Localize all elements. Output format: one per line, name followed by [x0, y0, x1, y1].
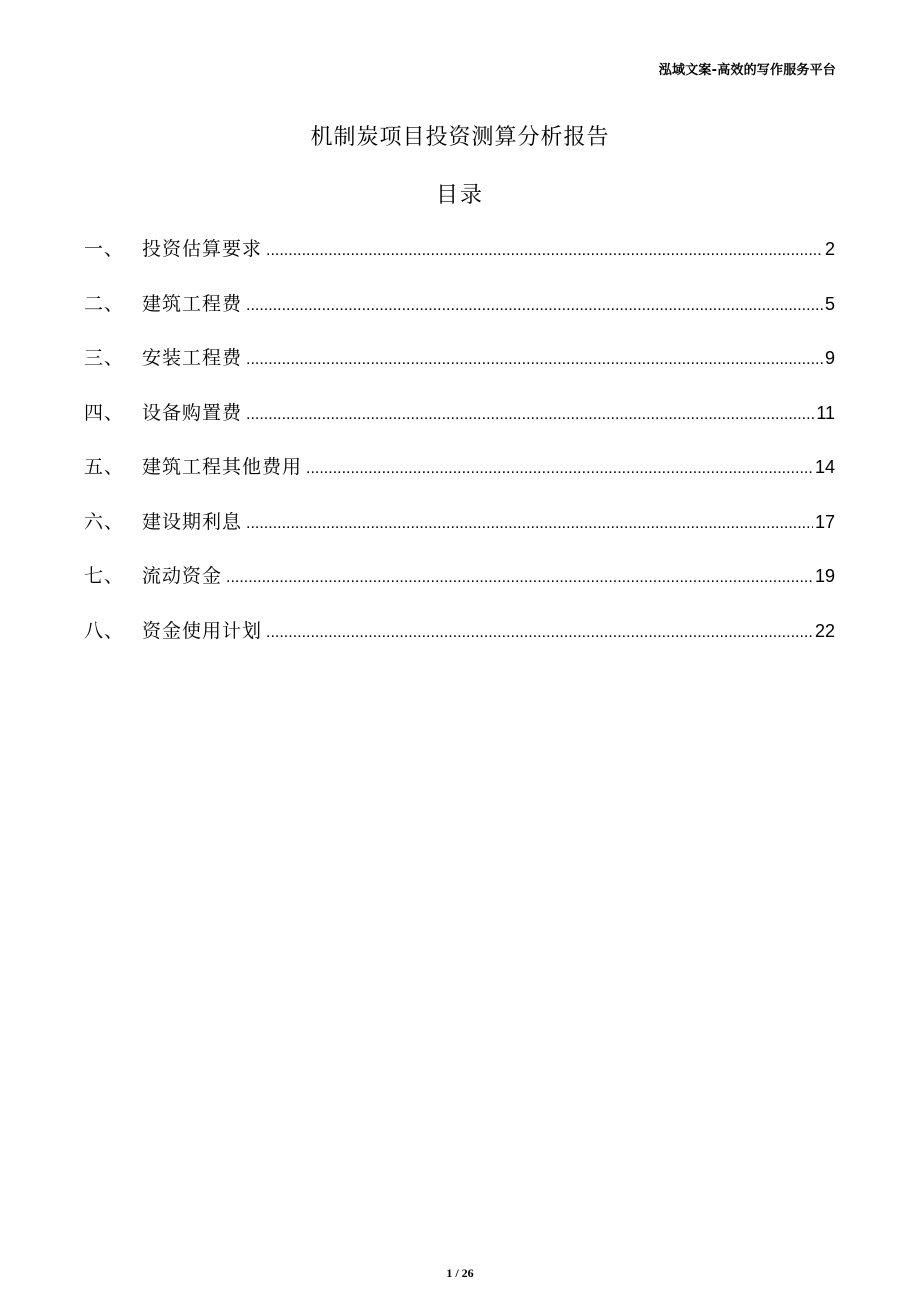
toc-dot-leader [246, 406, 814, 424]
toc-entry-page: 11 [816, 402, 835, 423]
toc-dot-leader [306, 460, 813, 478]
toc-entry-number: 三、 [84, 347, 125, 369]
toc-entry-number: 五、 [84, 456, 125, 478]
toc-entry-5[interactable] [84, 452, 835, 507]
toc-entry-label: 建筑工程费 [142, 292, 243, 315]
toc-entry-page: 9 [824, 348, 835, 368]
page-number-footer: 1 / 26 [446, 1266, 474, 1280]
toc-entry-number: 七、 [84, 565, 125, 587]
document-title: 机制炭项目投资测算分析报告 [310, 125, 610, 150]
toc-entry-page: 14 [814, 457, 835, 477]
page-header-text: 泓域文案-高效的写作服务平台 [658, 63, 836, 78]
toc-entry-page: 2 [824, 239, 835, 259]
toc-entry-number: 六、 [84, 510, 125, 533]
toc-entry-page: 22 [814, 620, 835, 641]
toc-entry-page: 17 [814, 511, 835, 532]
toc-entry-page: 19 [814, 566, 835, 586]
toc-entry-label: 建筑工程其他费用 [142, 456, 303, 478]
toc-entry-number: 八、 [84, 619, 125, 642]
toc-entry-4[interactable] [84, 398, 835, 453]
toc-dot-leader [246, 297, 823, 315]
toc-dot-leader [246, 515, 813, 533]
toc-entry-1[interactable] [84, 234, 835, 289]
toc-entry-7[interactable] [84, 561, 835, 616]
toc-dot-leader [226, 569, 813, 587]
table-of-contents [84, 234, 835, 670]
toc-entry-label: 投资估算要求 [142, 238, 263, 260]
toc-entry-number: 二、 [84, 292, 125, 315]
toc-heading: 目录 [435, 183, 484, 208]
toc-entry-3[interactable] [84, 343, 835, 398]
toc-dot-leader [266, 242, 823, 260]
toc-entry-label: 资金使用计划 [142, 619, 263, 642]
toc-entry-number: 四、 [84, 401, 125, 424]
toc-entry-8[interactable] [84, 616, 835, 671]
toc-dot-leader [246, 351, 823, 369]
toc-entry-6[interactable] [84, 507, 835, 562]
toc-entry-2[interactable] [84, 289, 835, 344]
toc-entry-label: 设备购置费 [142, 401, 243, 424]
toc-entry-page: 5 [824, 293, 835, 314]
toc-dot-leader [266, 624, 813, 642]
toc-entry-label: 建设期利息 [142, 510, 243, 533]
toc-entry-number: 一、 [84, 238, 125, 260]
toc-entry-label: 安装工程费 [142, 347, 243, 369]
toc-entry-label: 流动资金 [142, 565, 223, 587]
